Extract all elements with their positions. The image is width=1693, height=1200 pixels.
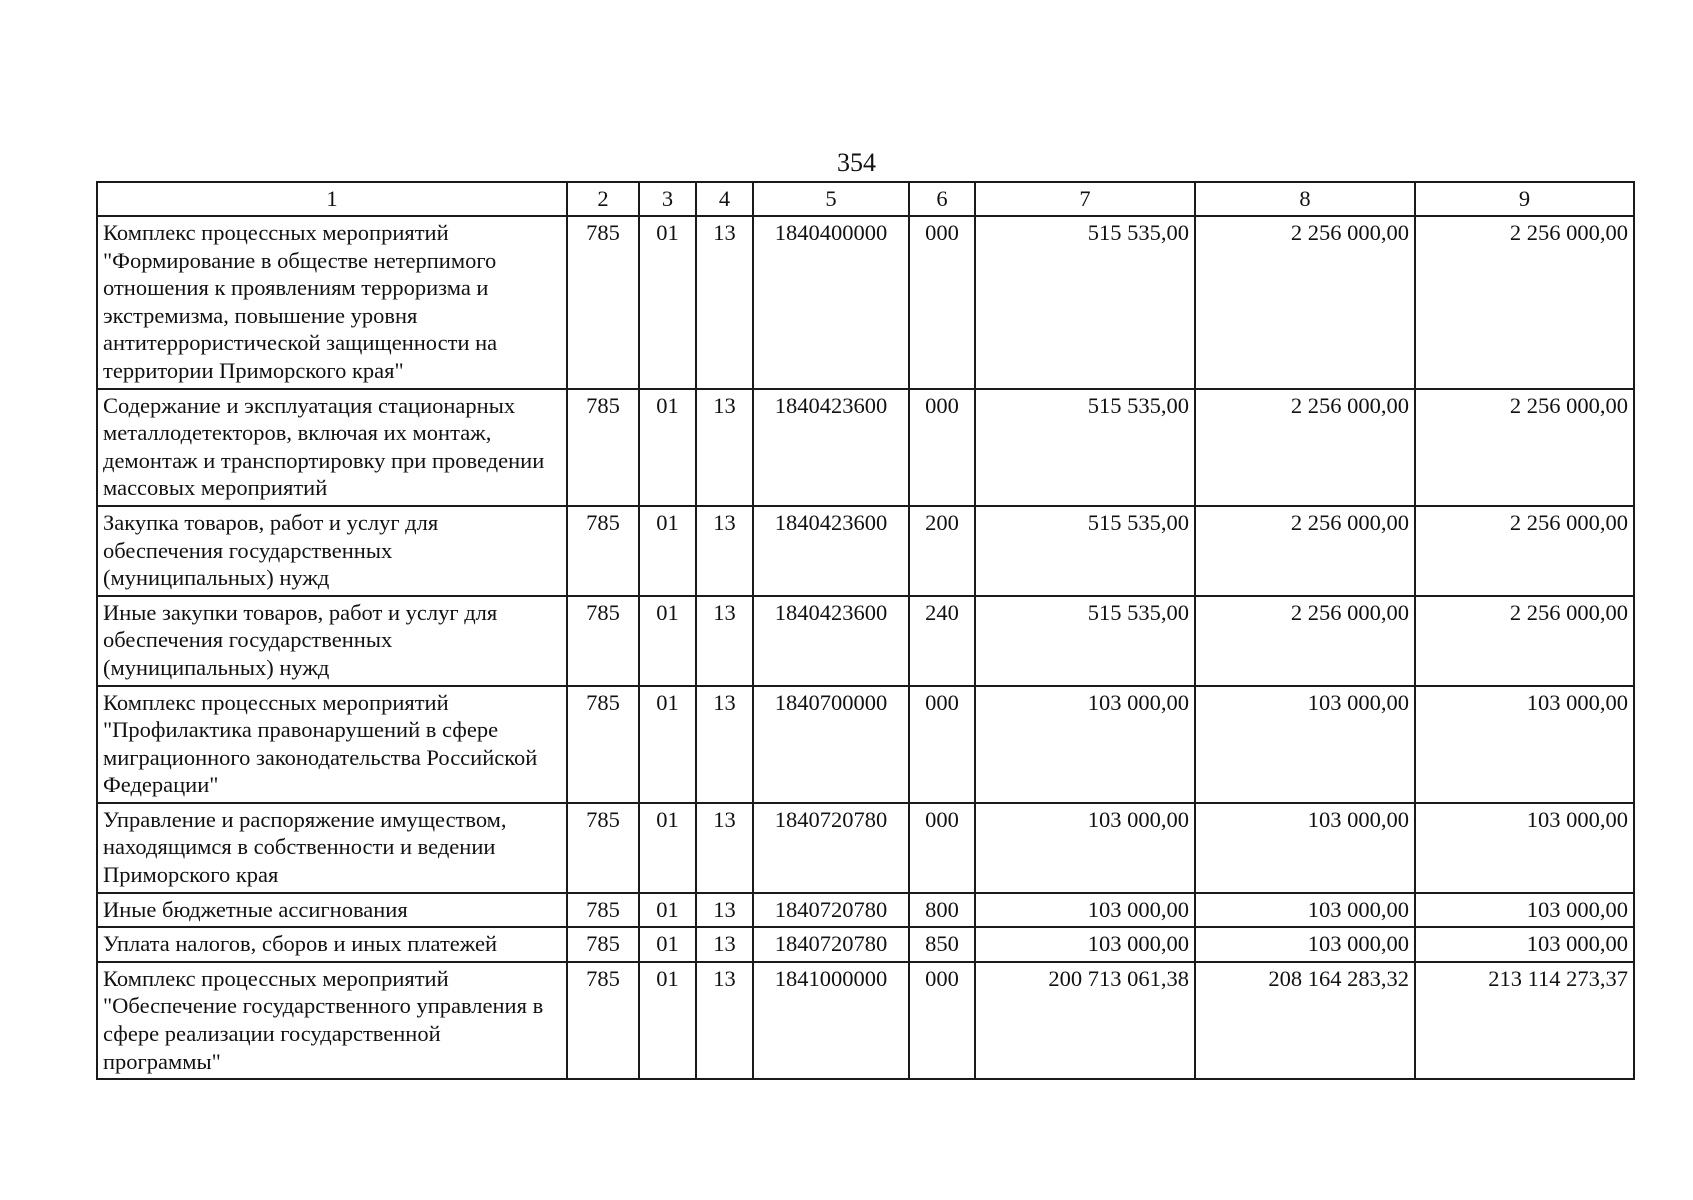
ministry-code: 785 — [567, 389, 639, 506]
amount-col9: 103 000,00 — [1415, 686, 1634, 803]
subsection-code: 13 — [696, 216, 753, 389]
amount-col7: 200 713 061,38 — [975, 962, 1195, 1079]
expense-type-code: 240 — [909, 596, 975, 686]
table-row — [97, 596, 1634, 686]
section-code: 01 — [639, 803, 696, 893]
amount-col9: 103 000,00 — [1415, 927, 1634, 962]
item-name: Уплата налогов, сборов и иных платежей — [97, 927, 567, 962]
subsection-code: 13 — [696, 596, 753, 686]
amount-col9: 213 114 273,37 — [1415, 962, 1634, 1079]
subsection-code: 13 — [696, 389, 753, 506]
ministry-code: 785 — [567, 596, 639, 686]
amount-col8: 103 000,00 — [1195, 686, 1415, 803]
item-name: Управление и распоряжение имуществом, находящимся в собственности и ведении Приморского края — [97, 803, 567, 893]
expense-type-code: 000 — [909, 389, 975, 506]
item-name: Содержание и эксплуатация стационарных металлодетекторов, включая их монтаж, демонтаж и транспортировку при проведении массовых мероприятий — [97, 389, 567, 506]
table-row — [97, 803, 1634, 893]
header-cell: 8 — [1195, 182, 1415, 216]
item-name: Иные бюджетные ассигнования — [97, 893, 567, 928]
target-article-code: 1840720780 — [753, 803, 909, 893]
item-name: Комплекс процессных мероприятий "Формирование в обществе нетерпимого отношения к проявлениям терроризма и экстремизма, повышение уровня антитеррористической защищенности на территории Приморского края" — [97, 216, 567, 389]
item-name: Закупка товаров, работ и услуг для обеспечения государственных (муниципальных) нужд — [97, 506, 567, 596]
ministry-code: 785 — [567, 962, 639, 1079]
page-number: 354 — [837, 148, 876, 177]
header-cell: 4 — [696, 182, 753, 216]
amount-col9: 2 256 000,00 — [1415, 216, 1634, 389]
target-article-code: 1840423600 — [753, 506, 909, 596]
expense-type-code: 850 — [909, 927, 975, 962]
header-cell: 6 — [909, 182, 975, 216]
section-code: 01 — [639, 927, 696, 962]
target-article-code: 1840423600 — [753, 596, 909, 686]
expense-type-code: 000 — [909, 686, 975, 803]
item-name: Комплекс процессных мероприятий "Обеспечение государственного управления в сфере реализации государственной программы" — [97, 962, 567, 1079]
section-code: 01 — [639, 686, 696, 803]
header-row — [97, 182, 1634, 216]
amount-col8: 2 256 000,00 — [1195, 506, 1415, 596]
amount-col7: 515 535,00 — [975, 596, 1195, 686]
target-article-code: 1840720780 — [753, 927, 909, 962]
section-code: 01 — [639, 216, 696, 389]
ministry-code: 785 — [567, 686, 639, 803]
subsection-code: 13 — [696, 893, 753, 928]
amount-col8: 103 000,00 — [1195, 893, 1415, 928]
section-code: 01 — [639, 389, 696, 506]
expense-type-code: 000 — [909, 803, 975, 893]
section-code: 01 — [639, 893, 696, 928]
table-row — [97, 893, 1634, 928]
amount-col8: 2 256 000,00 — [1195, 389, 1415, 506]
table-row — [97, 389, 1634, 506]
table-row — [97, 686, 1634, 803]
target-article-code: 1840400000 — [753, 216, 909, 389]
table-row — [97, 962, 1634, 1079]
amount-col7: 515 535,00 — [975, 389, 1195, 506]
subsection-code: 13 — [696, 803, 753, 893]
expense-type-code: 000 — [909, 962, 975, 1079]
section-code: 01 — [639, 506, 696, 596]
subsection-code: 13 — [696, 962, 753, 1079]
item-name: Комплекс процессных мероприятий "Профилактика правонарушений в сфере миграционного законодательства Российской Федерации" — [97, 686, 567, 803]
table-row — [97, 506, 1634, 596]
target-article-code: 1840423600 — [753, 389, 909, 506]
ministry-code: 785 — [567, 893, 639, 928]
target-article-code: 1840720780 — [753, 893, 909, 928]
amount-col9: 103 000,00 — [1415, 893, 1634, 928]
amount-col8: 103 000,00 — [1195, 927, 1415, 962]
amount-col9: 2 256 000,00 — [1415, 506, 1634, 596]
ministry-code: 785 — [567, 927, 639, 962]
ministry-code: 785 — [567, 803, 639, 893]
amount-col7: 103 000,00 — [975, 893, 1195, 928]
section-code: 01 — [639, 596, 696, 686]
subsection-code: 13 — [696, 927, 753, 962]
amount-col8: 2 256 000,00 — [1195, 596, 1415, 686]
amount-col8: 2 256 000,00 — [1195, 216, 1415, 389]
amount-col9: 2 256 000,00 — [1415, 389, 1634, 506]
subsection-code: 13 — [696, 686, 753, 803]
expense-type-code: 800 — [909, 893, 975, 928]
amount-col8: 103 000,00 — [1195, 803, 1415, 893]
header-cell: 3 — [639, 182, 696, 216]
header-cell: 5 — [753, 182, 909, 216]
amount-col8: 208 164 283,32 — [1195, 962, 1415, 1079]
target-article-code: 1841000000 — [753, 962, 909, 1079]
subsection-code: 13 — [696, 506, 753, 596]
ministry-code: 785 — [567, 506, 639, 596]
amount-col7: 103 000,00 — [975, 686, 1195, 803]
amount-col9: 2 256 000,00 — [1415, 596, 1634, 686]
expense-type-code: 000 — [909, 216, 975, 389]
header-cell: 1 — [97, 182, 567, 216]
item-name: Иные закупки товаров, работ и услуг для обеспечения государственных (муниципальных) нужд — [97, 596, 567, 686]
header-cell: 2 — [567, 182, 639, 216]
target-article-code: 1840700000 — [753, 686, 909, 803]
header-cell: 9 — [1415, 182, 1634, 216]
table-row — [97, 216, 1634, 389]
header-cell: 7 — [975, 182, 1195, 216]
table-row — [97, 927, 1634, 962]
budget-table — [96, 181, 1635, 1080]
amount-col7: 103 000,00 — [975, 803, 1195, 893]
amount-col7: 515 535,00 — [975, 506, 1195, 596]
amount-col9: 103 000,00 — [1415, 803, 1634, 893]
expense-type-code: 200 — [909, 506, 975, 596]
section-code: 01 — [639, 962, 696, 1079]
ministry-code: 785 — [567, 216, 639, 389]
amount-col7: 515 535,00 — [975, 216, 1195, 389]
amount-col7: 103 000,00 — [975, 927, 1195, 962]
